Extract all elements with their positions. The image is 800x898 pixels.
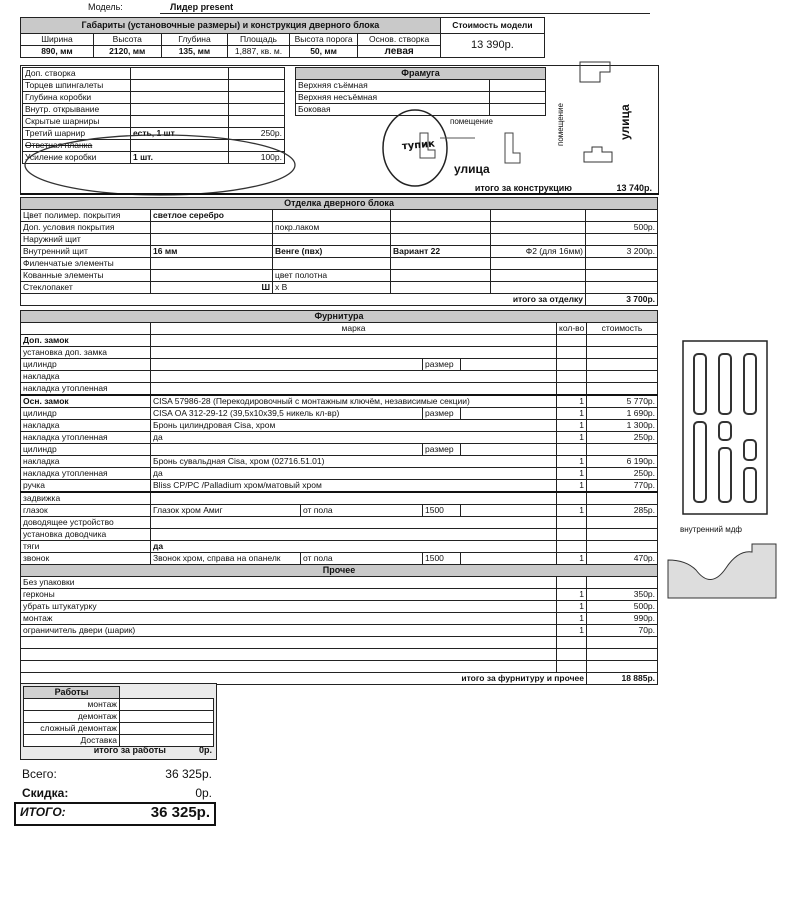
hardware-brand — [151, 347, 557, 359]
other-row — [21, 637, 658, 649]
finish-value — [273, 258, 391, 270]
finish-value — [151, 234, 273, 246]
construction-row-price: 100р. — [229, 152, 285, 164]
finish-value: Вариант 22 — [391, 246, 491, 258]
hardware-row — [21, 359, 658, 371]
hardware-label: тяги — [21, 541, 151, 553]
hardware-price: 1 300р. — [587, 420, 658, 432]
construction-total-value: 13 740р. — [616, 183, 652, 193]
hand-circle-options — [20, 130, 300, 200]
other-label — [21, 649, 557, 661]
hardware-label: накладка — [21, 371, 151, 383]
dim-label: Основ. створка — [358, 34, 440, 46]
other-label: герконы — [21, 589, 557, 601]
hardware-label: накладка утопленная — [21, 468, 151, 480]
hardware-row — [21, 420, 658, 432]
empty-cell — [461, 553, 557, 565]
empty-cell — [461, 505, 557, 517]
finish-label: Внутренний щит — [21, 246, 151, 258]
construction-row-value: 1 шт. — [131, 152, 229, 164]
hardware-price — [587, 529, 658, 541]
dim-value: 2120, мм — [93, 46, 161, 58]
other-qty — [557, 637, 587, 649]
discount-label: Скидка: — [22, 786, 69, 800]
empty-cell — [461, 444, 557, 456]
finish-value — [391, 282, 491, 294]
hardware-qty: 1 — [557, 432, 587, 444]
finish-row — [21, 222, 658, 234]
hardware-price — [587, 371, 658, 383]
hardware-label: доводящее устройство — [21, 517, 151, 529]
model-cost-value: 13 390р. — [440, 34, 544, 58]
model-cost-title: Стоимость модели — [440, 18, 544, 34]
hardware-extra: размер — [423, 408, 461, 420]
hardware-brand: да — [151, 468, 557, 480]
hardware-qty — [557, 529, 587, 541]
works-row: демонтаж — [24, 711, 120, 723]
model-label: Модель: — [88, 2, 123, 12]
hardware-label: накладка утопленная — [21, 383, 151, 396]
other-qty: 1 — [557, 625, 587, 637]
works-title: Работы — [24, 687, 120, 699]
hardware-qty: 1 — [557, 408, 587, 420]
hardware-row — [21, 468, 658, 480]
hardware-qty — [557, 359, 587, 371]
hardware-extra: размер — [423, 444, 461, 456]
dim-label: Ширина — [21, 34, 94, 46]
other-price: 500р. — [587, 601, 658, 613]
dim-value: 135, мм — [161, 46, 228, 58]
construction-row-label: Усиление коробки — [23, 152, 131, 164]
dim-label: Высота — [93, 34, 161, 46]
mdf-profile — [666, 540, 778, 600]
hardware-label: глазок — [21, 505, 151, 517]
hardware-label: звонок — [21, 553, 151, 565]
hardware-row — [21, 335, 658, 347]
final-label: ИТОГО: — [20, 805, 66, 819]
finish-value — [391, 222, 491, 234]
other-title: Прочее — [21, 565, 658, 577]
mdf-caption: внутренний мдф — [680, 525, 742, 534]
dim-label: Глубина — [161, 34, 228, 46]
hardware-row — [21, 553, 658, 565]
hardware-label: Осн. замок — [21, 395, 151, 408]
hardware-qty: 1 — [557, 420, 587, 432]
other-price — [587, 577, 658, 589]
construction-row-label: Ответная планка — [23, 140, 131, 152]
sketch-street-vertical: улица — [618, 104, 632, 140]
hardware-label: накладка утопленная — [21, 432, 151, 444]
hardware-extra: размер — [423, 359, 461, 371]
hardware-price: 250р. — [587, 432, 658, 444]
sketch-dead-end: тупик — [401, 138, 436, 153]
other-qty: 1 — [557, 613, 587, 625]
finish-label: Стеклопакет — [21, 282, 151, 294]
hardware-col-qty: кол-во — [557, 323, 587, 335]
hardware-label: цилиндр — [21, 444, 151, 456]
other-label — [21, 661, 557, 673]
finish-value: светлое серебро — [151, 210, 273, 222]
hardware-brand — [151, 371, 557, 383]
hardware-row — [21, 505, 658, 517]
final-value: 36 325р. — [150, 804, 210, 821]
hardware-row — [21, 517, 658, 529]
other-label: ограничитель двери (шарик) — [21, 625, 557, 637]
construction-row-value — [131, 92, 229, 104]
construction-row-label: Доп. створка — [23, 68, 131, 80]
finish-row — [21, 258, 658, 270]
hardware-qty — [557, 492, 587, 505]
hardware-brand: CISA OA 312-29-12 (39,5х10х39,5 никель кл-вр) — [151, 408, 423, 420]
hardware-price — [587, 383, 658, 396]
framuga-title: Фрамуга — [296, 68, 546, 80]
hardware-price — [587, 335, 658, 347]
finish-value — [491, 222, 586, 234]
hardware-brand — [151, 444, 423, 456]
finish-price — [586, 210, 658, 222]
hardware-qty — [557, 335, 587, 347]
hardware-row — [21, 408, 658, 420]
hardware-row — [21, 480, 658, 493]
construction-row-value — [131, 104, 229, 116]
finish-price — [586, 282, 658, 294]
construction-row-value — [131, 68, 229, 80]
hardware-row — [21, 395, 658, 408]
finish-value: цвет полотна — [273, 270, 391, 282]
works-total-value: 0р. — [198, 745, 212, 755]
discount-value: 0р. — [195, 786, 212, 800]
other-row — [21, 601, 658, 613]
hardware-row — [21, 541, 658, 553]
construction-row-label: Глубина коробки — [23, 92, 131, 104]
hardware-label: задвижка — [21, 492, 151, 505]
other-row — [21, 589, 658, 601]
dim-label: Площадь — [228, 34, 289, 46]
finish-total-value: 3 700р. — [586, 294, 658, 306]
finish-title: Отделка дверного блока — [21, 198, 658, 210]
hardware-extra2: 1500 — [423, 553, 461, 565]
hardware-qty — [557, 383, 587, 396]
framuga-row: Верхняя несъёмная — [296, 92, 490, 104]
other-label: монтаж — [21, 613, 557, 625]
construction-row-value: есть, 1 шт — [131, 128, 229, 140]
finish-value — [491, 258, 586, 270]
works-table — [23, 686, 214, 747]
hardware-qty — [557, 347, 587, 359]
finish-value — [391, 210, 491, 222]
finish-value: Ш — [151, 282, 273, 294]
hardware-brand: CISA 57986-28 (Перекодировочный с монтажным ключём, независимые секции) — [151, 395, 557, 408]
construction-row-label: Третий шарнир — [23, 128, 131, 140]
finish-value — [151, 258, 273, 270]
finish-row — [21, 246, 658, 258]
hardware-row — [21, 456, 658, 468]
finish-price — [586, 258, 658, 270]
hardware-label: цилиндр — [21, 408, 151, 420]
dim-label: Высота порога — [289, 34, 358, 46]
finish-value — [391, 234, 491, 246]
construction-row — [23, 92, 285, 104]
finish-table — [20, 197, 658, 306]
finish-value: 16 мм — [151, 246, 273, 258]
hardware-label: цилиндр — [21, 359, 151, 371]
finish-total-label: итого за отделку — [21, 294, 586, 306]
finish-value: Ф2 (для 16мм) — [491, 246, 586, 258]
finish-label: Цвет полимер. покрытия — [21, 210, 151, 222]
empty-cell — [461, 408, 557, 420]
construction-row-price — [229, 116, 285, 128]
other-qty: 1 — [557, 589, 587, 601]
hardware-price — [587, 517, 658, 529]
construction-row-price — [229, 68, 285, 80]
empty-cell — [461, 359, 557, 371]
other-label: Без упаковки — [21, 577, 557, 589]
construction-row-value — [131, 80, 229, 92]
construction-row-label: Торцев шпингалеты — [23, 80, 131, 92]
other-row — [21, 625, 658, 637]
hardware-row — [21, 492, 658, 505]
works-total-label: итого за работы — [93, 745, 166, 755]
hardware-qty: 1 — [557, 505, 587, 517]
construction-row — [23, 104, 285, 116]
hardware-brand — [151, 529, 557, 541]
hardware-extra: от пола — [301, 553, 423, 565]
hardware-price: 5 770р. — [587, 395, 658, 408]
other-price: 70р. — [587, 625, 658, 637]
dim-value: 1,887, кв. м. — [228, 46, 289, 58]
construction-row-price — [229, 80, 285, 92]
finish-row — [21, 234, 658, 246]
hardware-qty: 1 — [557, 468, 587, 480]
finish-value — [491, 234, 586, 246]
finish-price — [586, 234, 658, 246]
other-row — [21, 661, 658, 673]
other-row — [21, 577, 658, 589]
hardware-qty: 1 — [557, 480, 587, 493]
works-row: Доставка — [24, 735, 120, 747]
hardware-brand: Глазок хром Амиг — [151, 505, 301, 517]
finish-price: 3 200р. — [586, 246, 658, 258]
finish-value: Венге (пвх) — [273, 246, 391, 258]
framuga-row: Боковая — [296, 104, 490, 116]
hardware-price: 250р. — [587, 468, 658, 480]
hardware-col-cost: стоимость — [587, 323, 658, 335]
dim-value: 50, мм — [289, 46, 358, 58]
other-price — [587, 637, 658, 649]
construction-row-price — [229, 104, 285, 116]
construction-row-label: Скрытые шарниры — [23, 116, 131, 128]
hardware-brand — [151, 383, 557, 396]
other-price: 350р. — [587, 589, 658, 601]
construction-total-label: итого за конструкцию — [474, 183, 572, 193]
divider — [20, 193, 659, 195]
hardware-col-brand: марка — [151, 323, 557, 335]
model-value: Лидер present — [170, 2, 234, 12]
hardware-qty: 1 — [557, 456, 587, 468]
other-qty: 1 — [557, 601, 587, 613]
finish-label: Доп. условия покрытия — [21, 222, 151, 234]
hardware-price — [587, 541, 658, 553]
finish-value: х В — [273, 282, 391, 294]
other-total-value: 18 885р. — [587, 673, 658, 685]
other-label — [21, 637, 557, 649]
other-total-label: итого за фурнитуру и прочее — [21, 673, 587, 685]
hardware-qty — [557, 444, 587, 456]
hardware-price: 6 190р. — [587, 456, 658, 468]
other-qty — [557, 649, 587, 661]
finish-label: Кованные элементы — [21, 270, 151, 282]
finish-value — [391, 258, 491, 270]
finish-value — [491, 282, 586, 294]
hardware-brand — [151, 359, 423, 371]
hardware-price — [587, 492, 658, 505]
hardware-brand — [151, 335, 557, 347]
dimensions-table — [20, 17, 545, 58]
finish-label: Филенчатые элементы — [21, 258, 151, 270]
hardware-brand: Bliss CP/PC /Palladium хром/матовый хром — [151, 480, 557, 493]
other-row — [21, 613, 658, 625]
hardware-brand: да — [151, 432, 557, 444]
sum-label: Всего: — [22, 767, 57, 781]
framuga-row: Верхняя съёмная — [296, 80, 490, 92]
finish-value — [273, 234, 391, 246]
hardware-price — [587, 444, 658, 456]
construction-row-label: Внутр. открывание — [23, 104, 131, 116]
finish-price: 500р. — [586, 222, 658, 234]
hardware-qty — [557, 541, 587, 553]
construction-row-value — [131, 116, 229, 128]
finish-price — [586, 270, 658, 282]
hardware-brand: Звонок хром, справа на опанелк — [151, 553, 301, 565]
other-price: 990р. — [587, 613, 658, 625]
finish-row — [21, 210, 658, 222]
hardware-row — [21, 383, 658, 396]
hardware-extra: от пола — [301, 505, 423, 517]
hardware-row — [21, 529, 658, 541]
hardware-price: 285р. — [587, 505, 658, 517]
hardware-qty — [557, 517, 587, 529]
sketch-room-vertical: помещение — [556, 102, 565, 146]
finish-value — [151, 270, 273, 282]
hardware-label: установка доводчика — [21, 529, 151, 541]
hardware-brand — [151, 492, 557, 505]
hardware-row — [21, 347, 658, 359]
works-row: монтаж — [24, 699, 120, 711]
construction-row — [23, 116, 285, 128]
hardware-row — [21, 444, 658, 456]
dim-value: левая — [358, 46, 440, 58]
model-underline — [160, 13, 650, 14]
dim-value: 890, мм — [21, 46, 94, 58]
hardware-label: Доп. замок — [21, 335, 151, 347]
hardware-label: установка доп. замка — [21, 347, 151, 359]
finish-value — [491, 210, 586, 222]
other-price — [587, 661, 658, 673]
hardware-row — [21, 371, 658, 383]
hardware-label: накладка — [21, 456, 151, 468]
construction-row — [23, 80, 285, 92]
hardware-brand: да — [151, 541, 557, 553]
hardware-extra2: 1500 — [423, 505, 461, 517]
hardware-qty: 1 — [557, 553, 587, 565]
finish-value: покр.лаком — [273, 222, 391, 234]
hardware-price: 470р. — [587, 553, 658, 565]
hardware-price: 1 690р. — [587, 408, 658, 420]
finish-row — [21, 270, 658, 282]
hardware-table — [20, 310, 658, 685]
hardware-brand: Бронь сувальдная Cisa, хром (02716.51.01) — [151, 456, 557, 468]
hardware-qty: 1 — [557, 395, 587, 408]
hardware-brand — [151, 517, 557, 529]
finish-value — [491, 270, 586, 282]
other-qty — [557, 661, 587, 673]
hardware-price — [587, 347, 658, 359]
hardware-label: накладка — [21, 420, 151, 432]
finish-value — [273, 210, 391, 222]
hardware-label: ручка — [21, 480, 151, 493]
hardware-row — [21, 432, 658, 444]
sketch-room-label: помещение — [450, 117, 494, 126]
construction-row — [23, 68, 285, 80]
finish-value — [391, 270, 491, 282]
hardware-price: 770р. — [587, 480, 658, 493]
hardware-price — [587, 359, 658, 371]
other-label: убрать штукатурку — [21, 601, 557, 613]
door-panel-image — [682, 340, 768, 515]
sketch-street: улица — [454, 162, 490, 176]
finish-label: Наружний щит — [21, 234, 151, 246]
finish-value — [151, 222, 273, 234]
hardware-title: Фурнитура — [21, 311, 658, 323]
hardware-brand: Бронь цилиндровая Cisa, хром — [151, 420, 557, 432]
finish-row — [21, 282, 658, 294]
dimensions-title: Габариты (установочные размеры) и конструкция дверного блока — [21, 18, 441, 34]
other-row — [21, 649, 658, 661]
hardware-qty — [557, 371, 587, 383]
other-qty — [557, 577, 587, 589]
works-row: сложный демонтаж — [24, 723, 120, 735]
construction-row-price: 250р. — [229, 128, 285, 140]
sum-value: 36 325р. — [165, 767, 212, 781]
construction-row-price — [229, 92, 285, 104]
other-price — [587, 649, 658, 661]
